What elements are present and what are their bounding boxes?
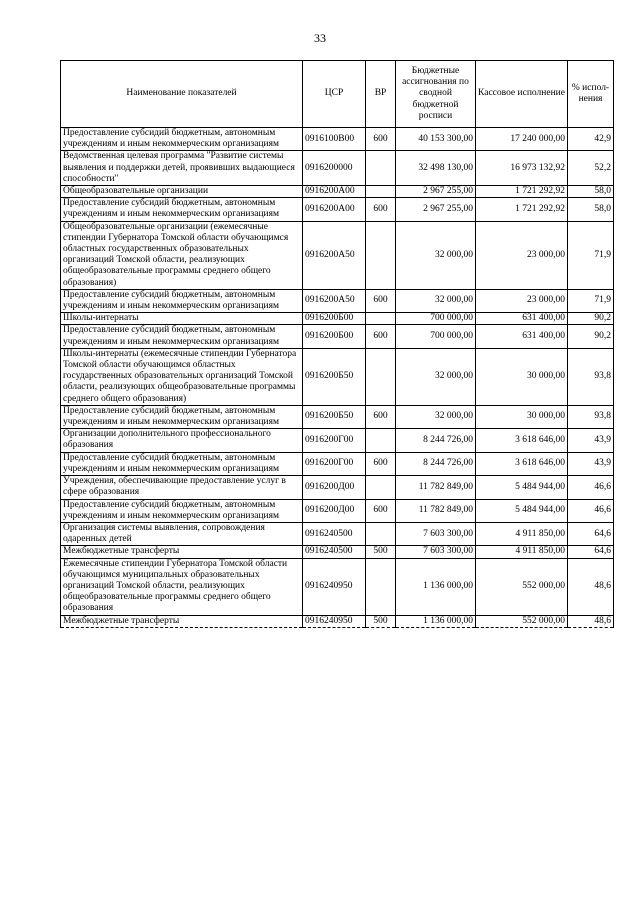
cell-budget: 8 244 726,00: [396, 452, 476, 475]
table-row: [61, 289, 614, 312]
cell-csr: 0916200Б00: [303, 313, 366, 325]
cell-percent: 64,6: [568, 546, 614, 558]
cell-percent: 42,9: [568, 128, 614, 151]
cell-percent: 64,6: [568, 522, 614, 545]
cell-vr: 600: [366, 499, 396, 522]
cell-name: Предоставление субсидий бюджетным, автономным учреждениям и иным некоммерческим организациям: [61, 198, 303, 221]
cell-cash: 5 484 944,00: [476, 499, 568, 522]
cell-name: Школы-интернаты (ежемесячные стипендии Губернатора Томской области обучающимся областных государственных образовательных организаций Томской области, реализующих общеобразовательные программы среднего общего образования): [61, 348, 303, 405]
cell-name: Предоставление субсидий бюджетным, автономным учреждениям и иным некоммерческим организациям: [61, 289, 303, 312]
cell-cash: 4 911 850,00: [476, 546, 568, 558]
cell-cash: 23 000,00: [476, 221, 568, 289]
cell-budget: 32 000,00: [396, 289, 476, 312]
cell-percent: 90,2: [568, 325, 614, 348]
cell-budget: 11 782 849,00: [396, 499, 476, 522]
cell-vr: 500: [366, 546, 396, 558]
cell-csr: 0916100В00: [303, 128, 366, 151]
cell-name: Предоставление субсидий бюджетным, автономным учреждениям и иным некоммерческим организациям: [61, 452, 303, 475]
cell-cash: 1 721 292,92: [476, 186, 568, 198]
cell-name: Межбюджетные трансферты: [61, 546, 303, 558]
cell-name: Организации дополнительного профессионального образования: [61, 429, 303, 452]
table-row: [61, 615, 614, 627]
cell-budget: 32 000,00: [396, 348, 476, 405]
cell-vr: 600: [366, 289, 396, 312]
cell-cash: 3 618 646,00: [476, 429, 568, 452]
cell-csr: 0916240500: [303, 522, 366, 545]
table-row: [61, 151, 614, 186]
cell-percent: 71,9: [568, 289, 614, 312]
cell-budget: 2 967 255,00: [396, 186, 476, 198]
cell-csr: 0916200Д00: [303, 499, 366, 522]
cell-name: Предоставление субсидий бюджетным, автономным учреждениям и иным некоммерческим организациям: [61, 128, 303, 151]
cell-vr: 600: [366, 452, 396, 475]
cell-vr: 600: [366, 405, 396, 428]
cell-cash: 23 000,00: [476, 289, 568, 312]
cell-csr: 0916240500: [303, 546, 366, 558]
table-row: [61, 558, 614, 615]
cell-cash: 3 618 646,00: [476, 452, 568, 475]
cell-percent: 93,8: [568, 405, 614, 428]
cell-csr: 0916200000: [303, 151, 366, 186]
cell-percent: 58,0: [568, 198, 614, 221]
table-row: [61, 405, 614, 428]
cell-cash: 1 721 292,92: [476, 198, 568, 221]
cell-budget: 32 000,00: [396, 221, 476, 289]
table-row: [61, 198, 614, 221]
cell-budget: 1 136 000,00: [396, 558, 476, 615]
cell-cash: 16 973 132,92: [476, 151, 568, 186]
table-row: [61, 499, 614, 522]
cell-csr: 0916200Г00: [303, 452, 366, 475]
cell-csr: 0916200Г00: [303, 429, 366, 452]
cell-cash: 552 000,00: [476, 615, 568, 627]
cell-budget: 32 498 130,00: [396, 151, 476, 186]
table-row: [61, 522, 614, 545]
cell-vr: [366, 558, 396, 615]
cell-csr: 0916240950: [303, 558, 366, 615]
table-header-row: [61, 61, 614, 128]
cell-csr: 0916200А50: [303, 289, 366, 312]
cell-vr: [366, 476, 396, 499]
table-row: [61, 128, 614, 151]
cell-csr: 0916200А00: [303, 186, 366, 198]
cell-name: Межбюджетные трансферты: [61, 615, 303, 627]
cell-cash: 4 911 850,00: [476, 522, 568, 545]
table-row: [61, 313, 614, 325]
cell-percent: 48,6: [568, 558, 614, 615]
header-cash: Кассовое исполнение: [476, 61, 568, 128]
cell-vr: 600: [366, 198, 396, 221]
table-row: [61, 546, 614, 558]
cell-percent: 71,9: [568, 221, 614, 289]
cell-budget: 8 244 726,00: [396, 429, 476, 452]
cell-cash: 17 240 000,00: [476, 128, 568, 151]
cell-budget: 1 136 000,00: [396, 615, 476, 627]
cell-percent: 52,2: [568, 151, 614, 186]
header-name: Наименование показателей: [61, 61, 303, 128]
cell-budget: 7 603 300,00: [396, 522, 476, 545]
cell-percent: 48,6: [568, 615, 614, 627]
header-vr: ВР: [366, 61, 396, 128]
table-row: [61, 429, 614, 452]
cell-cash: 30 000,00: [476, 348, 568, 405]
cell-vr: 600: [366, 325, 396, 348]
cell-vr: [366, 221, 396, 289]
cell-percent: 46,6: [568, 499, 614, 522]
cell-budget: 11 782 849,00: [396, 476, 476, 499]
cell-name: Ведомственная целевая программа "Развитие системы выявления и поддержки детей, проявивших выдающиеся способности": [61, 151, 303, 186]
cell-cash: 30 000,00: [476, 405, 568, 428]
cell-csr: 0916200Б50: [303, 348, 366, 405]
table-row: [61, 221, 614, 289]
cell-vr: [366, 313, 396, 325]
cell-percent: 43,9: [568, 429, 614, 452]
table-row: [61, 186, 614, 198]
cell-csr: 0916200А00: [303, 198, 366, 221]
table-row: [61, 348, 614, 405]
cell-csr: 0916240950: [303, 615, 366, 627]
cell-budget: 700 000,00: [396, 313, 476, 325]
cell-cash: 5 484 944,00: [476, 476, 568, 499]
cell-vr: 500: [366, 615, 396, 627]
cell-vr: [366, 429, 396, 452]
cell-cash: 631 400,00: [476, 313, 568, 325]
header-csr: ЦСР: [303, 61, 366, 128]
cell-percent: 93,8: [568, 348, 614, 405]
cell-name: Предоставление субсидий бюджетным, автономным учреждениям и иным некоммерческим организациям: [61, 499, 303, 522]
cell-csr: 0916200Б50: [303, 405, 366, 428]
cell-budget: 700 000,00: [396, 325, 476, 348]
cell-name: Предоставление субсидий бюджетным, автономным учреждениям и иным некоммерческим организациям: [61, 405, 303, 428]
cell-cash: 631 400,00: [476, 325, 568, 348]
cell-csr: 0916200Д00: [303, 476, 366, 499]
cell-name: Школы-интернаты: [61, 313, 303, 325]
cell-name: Общеобразовательные организации: [61, 186, 303, 198]
cell-percent: 58,0: [568, 186, 614, 198]
budget-execution-table: [60, 60, 614, 628]
cell-name: Учреждения, обеспечивающие предоставление услуг в сфере образования: [61, 476, 303, 499]
cell-budget: 7 603 300,00: [396, 546, 476, 558]
cell-csr: 0916200Б00: [303, 325, 366, 348]
cell-vr: [366, 522, 396, 545]
cell-name: Предоставление субсидий бюджетным, автономным учреждениям и иным некоммерческим организациям: [61, 325, 303, 348]
cell-csr: 0916200А50: [303, 221, 366, 289]
page-number: 33: [314, 31, 326, 45]
cell-name: Ежемесячные стипендии Губернатора Томской области обучающимся муниципальных образовательных организаций Томской области, реализующих общеобразовательные программы среднего общего образования: [61, 558, 303, 615]
cell-cash: 552 000,00: [476, 558, 568, 615]
cell-percent: 43,9: [568, 452, 614, 475]
table-row: [61, 452, 614, 475]
cell-name: Общеобразовательные организации (ежемесячные стипендии Губернатора Томской области обучающимся областных государственных образовательных организаций Томской области, реализующих общеобразовательные программы среднего общего образования): [61, 221, 303, 289]
cell-vr: [366, 186, 396, 198]
header-percent: % испол-нения: [568, 61, 614, 128]
cell-percent: 46,6: [568, 476, 614, 499]
table-row: [61, 325, 614, 348]
cell-name: Организация системы выявления, сопровождения одаренных детей: [61, 522, 303, 545]
cell-vr: 600: [366, 128, 396, 151]
cell-vr: [366, 151, 396, 186]
cell-budget: 40 153 300,00: [396, 128, 476, 151]
cell-budget: 2 967 255,00: [396, 198, 476, 221]
header-budget: Бюджетные ассигнования по сводной бюджетной росписи: [396, 61, 476, 128]
cell-budget: 32 000,00: [396, 405, 476, 428]
cell-percent: 90,2: [568, 313, 614, 325]
cell-vr: [366, 348, 396, 405]
table-row: [61, 476, 614, 499]
